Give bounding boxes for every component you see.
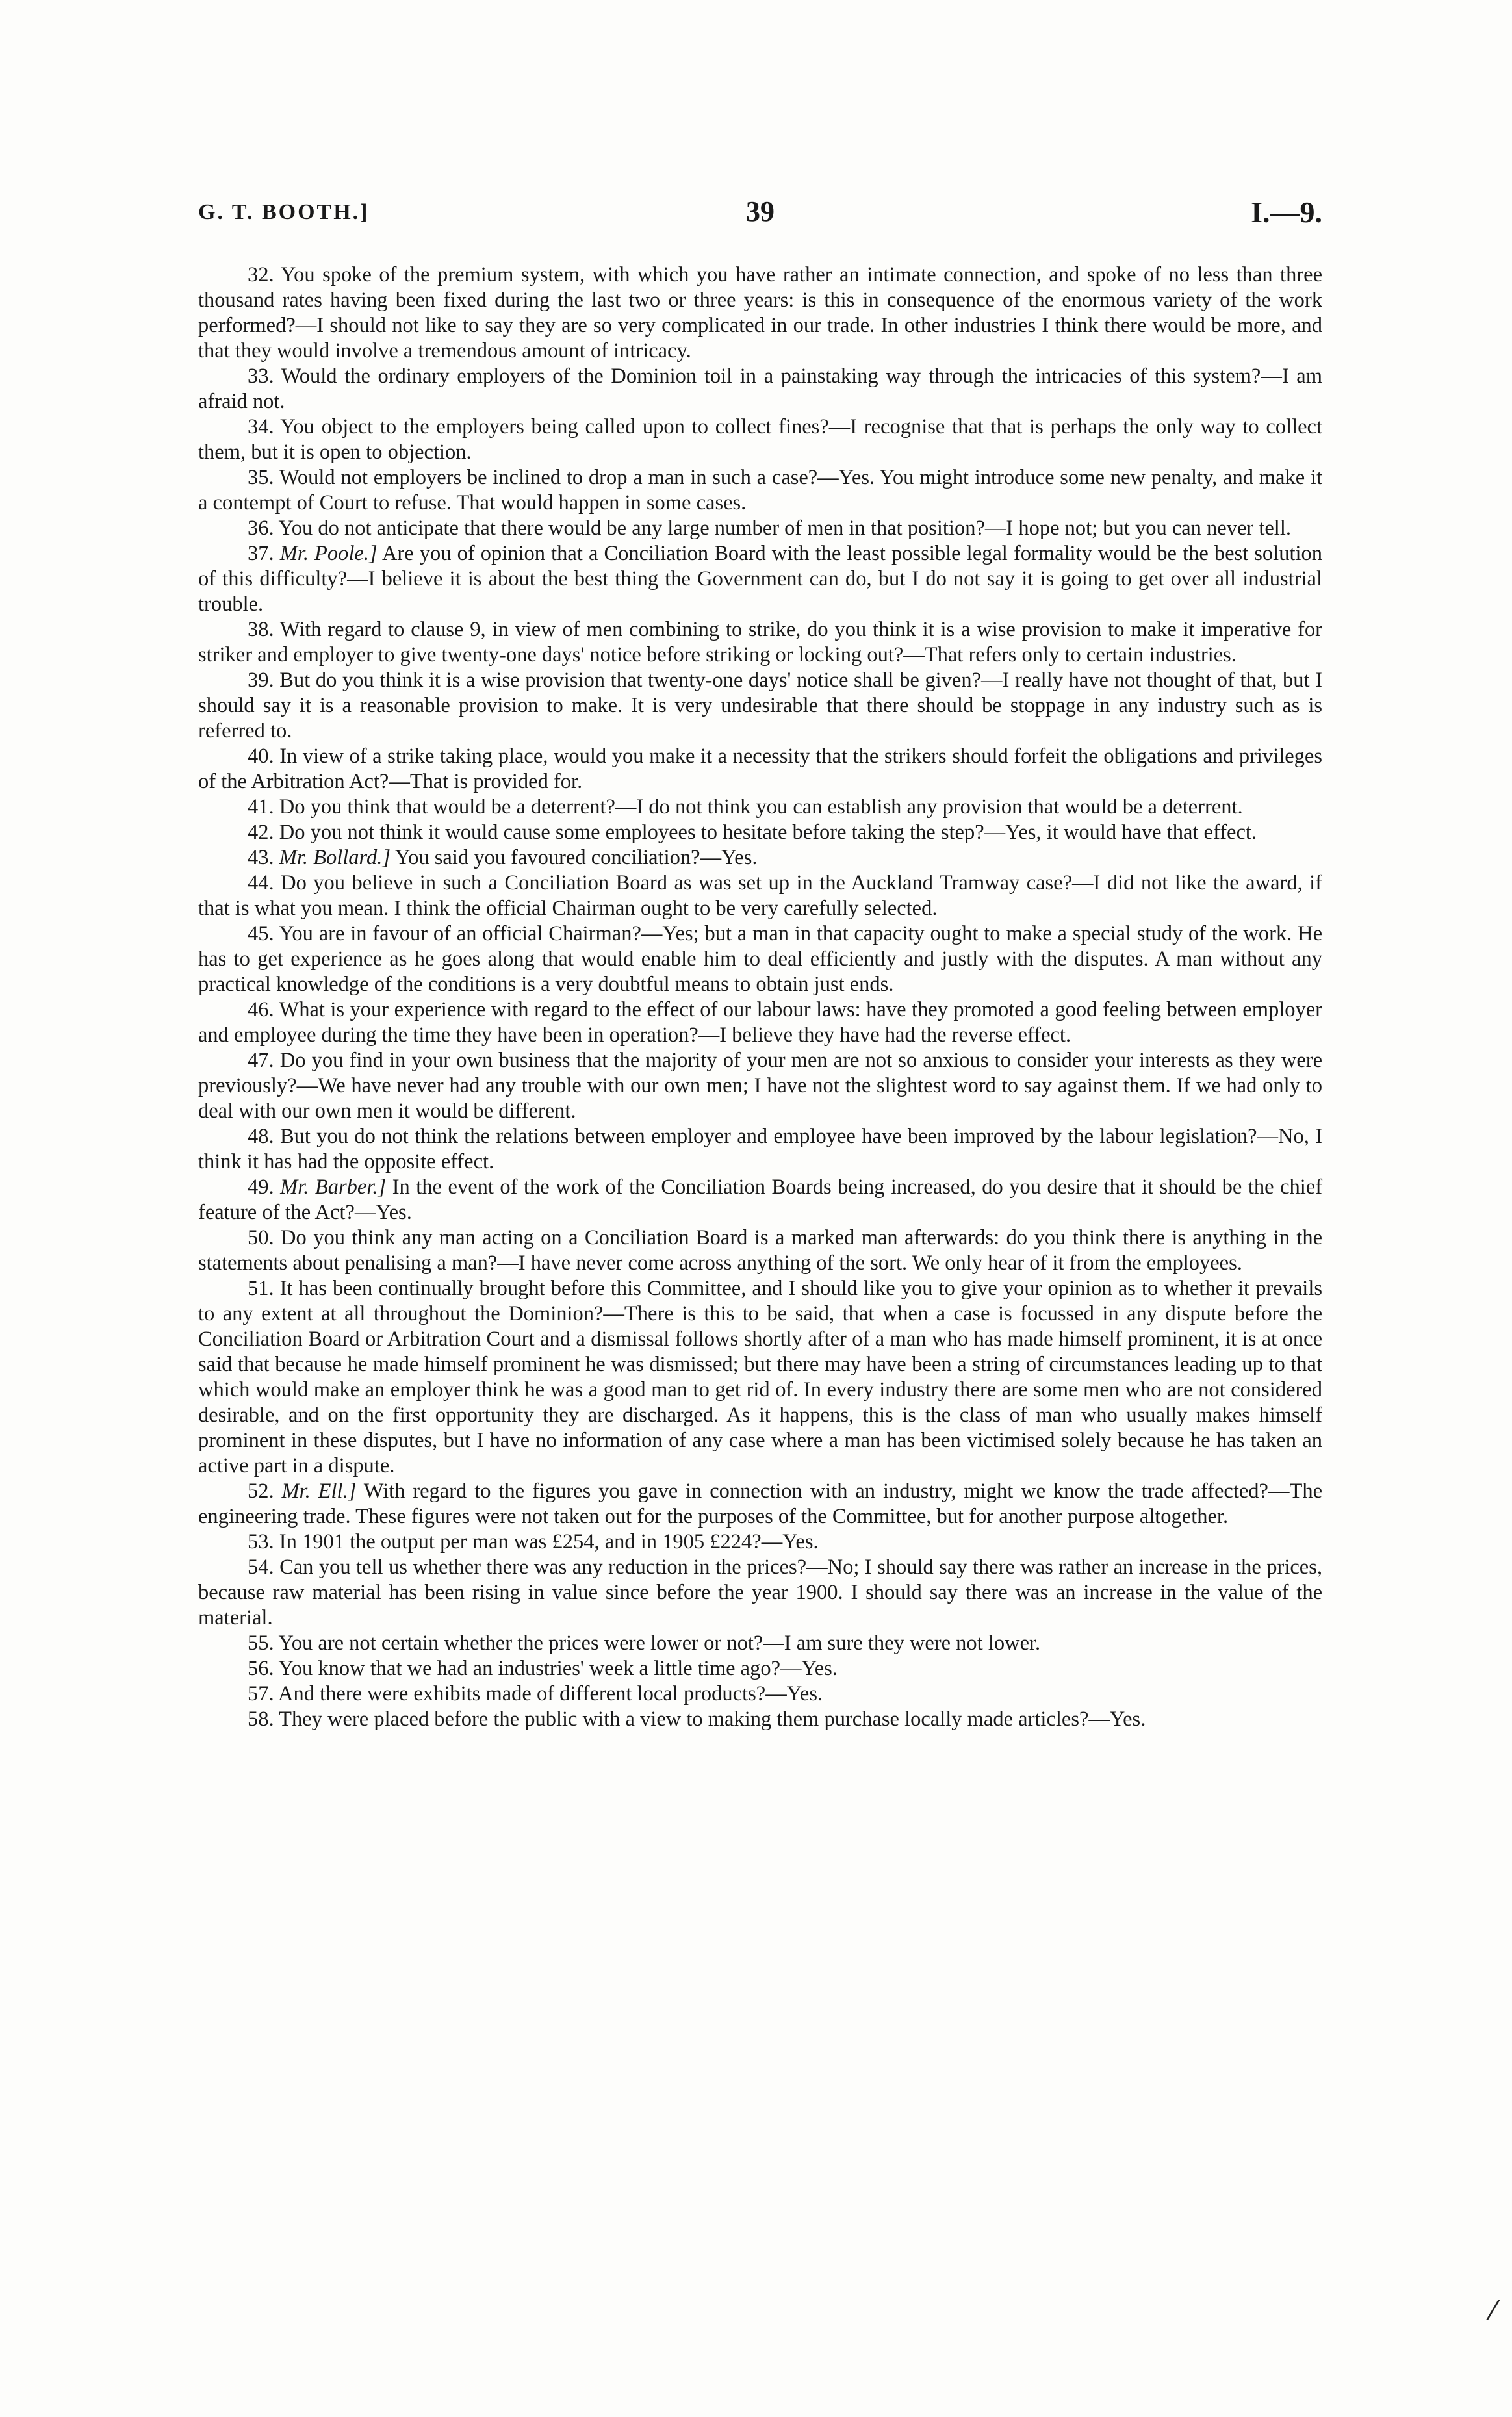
- question-paragraph: [198, 1631, 1322, 1656]
- question-paragraph: [198, 1656, 1322, 1682]
- question-and-answer-text: Do you believe in such a Conciliation Board as was set up in the Auckland Tramway case?—I did not like the award, if that is what you mean. I think the official Chairman ought to be very carefully selected.: [198, 871, 1323, 920]
- question-number: 40.: [248, 745, 274, 768]
- question-and-answer-text: You are not certain whether the prices were lower or not?—I am sure they were not lower.: [278, 1631, 1041, 1655]
- question-number: 51.: [248, 1277, 274, 1300]
- question-paragraph: [198, 262, 1322, 364]
- question-paragraph: [198, 997, 1322, 1048]
- question-and-answer-text: It has been continually brought before this Committee, and I should like you to give your opinion as to whether it prevails to any extent at all throughout the Dominion?—There is this to be said, that when a case is focussed in any dispute before the Conciliation Board or Arbitration Court and a dismissal follows shortly after of a man who has made himself prominent, it is at once said that because he made himself prominent he was dismissed; but there may have been a string of circumstances leading up to that which would make an employer think he was a good man to get rid of. In every industry there are some men who are not considered desirable, and on the first opportunity they are discharged. As it happens, this is the class of man who usually makes himself prominent in these disputes, but I have no information of any case where a man has been victimised solely because he has taken an active part in a dispute.: [198, 1277, 1322, 1477]
- question-paragraph: [198, 1707, 1322, 1732]
- question-number: 45.: [248, 922, 274, 945]
- question-and-answer-text: You said you favoured conciliation?—Yes.: [394, 846, 758, 869]
- stray-mark: ⁄: [1491, 2296, 1495, 2326]
- question-and-answer-text: Would not employers be inclined to drop a man in such a case?—Yes. You might introduce some new penalty, and make it a contempt of Court to refuse. That would happen in some cases.: [198, 466, 1322, 515]
- page-header: [198, 195, 1322, 234]
- question-number: 52.: [248, 1479, 274, 1503]
- question-and-answer-text: Do you think that would be a deterrent?—I do not think you can establish any provision that would be a deterrent.: [279, 795, 1243, 819]
- question-and-answer-text: And there were exhibits made of different local products?—Yes.: [277, 1682, 823, 1706]
- question-and-answer-text: Can you tell us whether there was any reduction in the prices?—No; I should say there was rather an increase in the prices, because raw material has been rising in value since before the year 1900. I should say there was an increase in the value of the material.: [198, 1555, 1323, 1630]
- question-number: 36.: [248, 517, 274, 540]
- questioner-name: Mr. Ell.]: [281, 1479, 357, 1503]
- question-number: 49.: [248, 1175, 274, 1199]
- question-and-answer-text: They were placed before the public with a view to making them purchase locally made articles?—Yes.: [279, 1707, 1146, 1731]
- question-and-answer-text: In the event of the work of the Conciliation Boards being increased, do you desire that it should be the chief feature of the Act?—Yes.: [198, 1175, 1323, 1224]
- question-number: 58.: [248, 1707, 274, 1731]
- question-number: 48.: [248, 1125, 274, 1148]
- question-number: 35.: [248, 466, 274, 489]
- question-number: 32.: [248, 263, 274, 287]
- question-paragraph: [198, 1555, 1322, 1631]
- question-number: 53.: [248, 1530, 274, 1554]
- question-paragraph: [198, 668, 1322, 744]
- question-and-answer-text: Would the ordinary employers of the Dominion toil in a painstaking way through the intricacies of this system?—I am afraid not.: [198, 364, 1322, 413]
- question-paragraph: [198, 1276, 1322, 1479]
- question-number: 56.: [248, 1657, 274, 1680]
- question-number: 39.: [248, 669, 274, 692]
- question-number: 50.: [248, 1226, 274, 1249]
- question-number: 55.: [248, 1631, 274, 1655]
- question-and-answer-text: You object to the employers being called upon to collect fines?—I recognise that that is perhaps the only way to collect them, but it is open to objection.: [198, 415, 1323, 464]
- question-number: 34.: [248, 415, 274, 439]
- question-number: 54.: [248, 1555, 274, 1579]
- question-and-answer-text: With regard to clause 9, in view of men combining to strike, do you think it is a wise provision to make it imperative for striker and employer to give twenty-one days' notice before striking or locking out?—That refers only to certain industries.: [198, 618, 1323, 667]
- question-number: 41.: [248, 795, 274, 819]
- question-and-answer-text: Do you think any man acting on a Conciliation Board is a marked man afterwards: do you think there is anything in the statements about penalising a man?—I have never come across anything of the sort. We only hear of it from the employees.: [198, 1226, 1322, 1275]
- question-number: 42.: [248, 821, 274, 844]
- question-and-answer-text: You are in favour of an official Chairman?—Yes; but a man in that capacity ought to make a special study of the work. He has to get experience as he goes along that would enable him to deal efficiently and justly with the disputes. A man without any practical knowledge of the conditions is a very doubtful means to obtain just ends.: [198, 922, 1322, 996]
- paper-reference: I.—9.: [1251, 196, 1322, 229]
- question-and-answer-text: You do not anticipate that there would be any large number of men in that position?—I hope not; but you can never tell.: [278, 517, 1291, 540]
- question-and-answer-text: You spoke of the premium system, with which you have rather an intimate connection, and spoke of no less than three thousand rates having been fixed during the last two or three years: is this in consequence of the enormous variety of the work performed?—I should not like to say they are so very complicated in our trade. In other industries I think there would be more, and that they would involve a tremendous amount of intricacy.: [198, 263, 1323, 363]
- question-paragraph: [198, 921, 1322, 997]
- witness-name: G. T. BOOTH.]: [198, 200, 370, 224]
- question-and-answer-text: In 1901 the output per man was £254, and in 1905 £224?—Yes.: [279, 1530, 819, 1554]
- evidence-text: [198, 262, 1322, 1732]
- questioner-name: Mr. Poole.]: [279, 542, 378, 565]
- question-paragraph: [198, 1175, 1322, 1225]
- page-number: 39: [746, 196, 775, 227]
- question-paragraph: [198, 1682, 1322, 1707]
- question-number: 33.: [248, 364, 274, 388]
- question-and-answer-text: You know that we had an industries' week a little time ago?—Yes.: [278, 1657, 838, 1680]
- question-paragraph: [198, 744, 1322, 795]
- question-and-answer-text: Do you not think it would cause some employees to hesitate before taking the step?—Yes, it would have that effect.: [279, 821, 1257, 844]
- question-and-answer-text: Do you find in your own business that the majority of your men are not so anxious to consider your interests as they were previously?—We have never had any trouble with our own men; I have not the slightest word to say against them. If we had only to deal with our own men it would be different.: [198, 1049, 1323, 1123]
- question-paragraph: [198, 617, 1322, 668]
- question-and-answer-text: What is your experience with regard to the effect of our labour laws: have they promoted a good feeling between employer and employee during the time they have been in operation?—I believe they have had the reverse effect.: [198, 998, 1322, 1047]
- question-number: 37.: [248, 542, 274, 565]
- question-number: 44.: [248, 871, 274, 895]
- question-paragraph: [198, 1225, 1322, 1276]
- questioner-name: Mr. Barber.]: [280, 1175, 387, 1199]
- question-paragraph: [198, 1124, 1322, 1175]
- question-number: 57.: [248, 1682, 274, 1706]
- question-and-answer-text: With regard to the figures you gave in connection with an industry, might we know the trade affected?—The engineering trade. These figures were not taken out for the purposes of the Committee, but for another purpose altogether.: [198, 1479, 1323, 1528]
- question-paragraph: [198, 364, 1322, 415]
- question-and-answer-text: But do you think it is a wise provision that twenty-one days' notice shall be given?—I really have not thought of that, but I should say it is a reasonable provision to make. It is very undesirable that there should be stoppage in any industry such as is referred to.: [198, 669, 1322, 743]
- question-and-answer-text: In view of a strike taking place, would you make it a necessity that the strikers should forfeit the obligations and privileges of the Arbitration Act?—That is provided for.: [198, 745, 1322, 793]
- question-paragraph: [198, 541, 1322, 617]
- question-paragraph: [198, 1479, 1322, 1529]
- questioner-name: Mr. Bollard.]: [279, 846, 391, 869]
- question-number: 43.: [248, 846, 274, 869]
- question-paragraph: [198, 795, 1322, 820]
- question-and-answer-text: But you do not think the relations between employer and employee have been improved by the labour legislation?—No, I think it has had the opposite effect.: [198, 1125, 1323, 1173]
- question-paragraph: [198, 1529, 1322, 1555]
- question-and-answer-text: Are you of opinion that a Conciliation Board with the least possible legal formality would be the best solution of this difficulty?—I believe it is about the best thing the Government can do, but I do not say it is going to get over all industrial trouble.: [198, 542, 1323, 616]
- question-paragraph: [198, 516, 1322, 541]
- question-paragraph: [198, 1048, 1322, 1124]
- question-number: 38.: [248, 618, 274, 641]
- question-number: 46.: [248, 998, 274, 1021]
- question-paragraph: [198, 465, 1322, 516]
- question-paragraph: [198, 845, 1322, 871]
- question-paragraph: [198, 820, 1322, 845]
- question-paragraph: [198, 871, 1322, 921]
- question-number: 47.: [248, 1049, 274, 1072]
- question-paragraph: [198, 415, 1322, 465]
